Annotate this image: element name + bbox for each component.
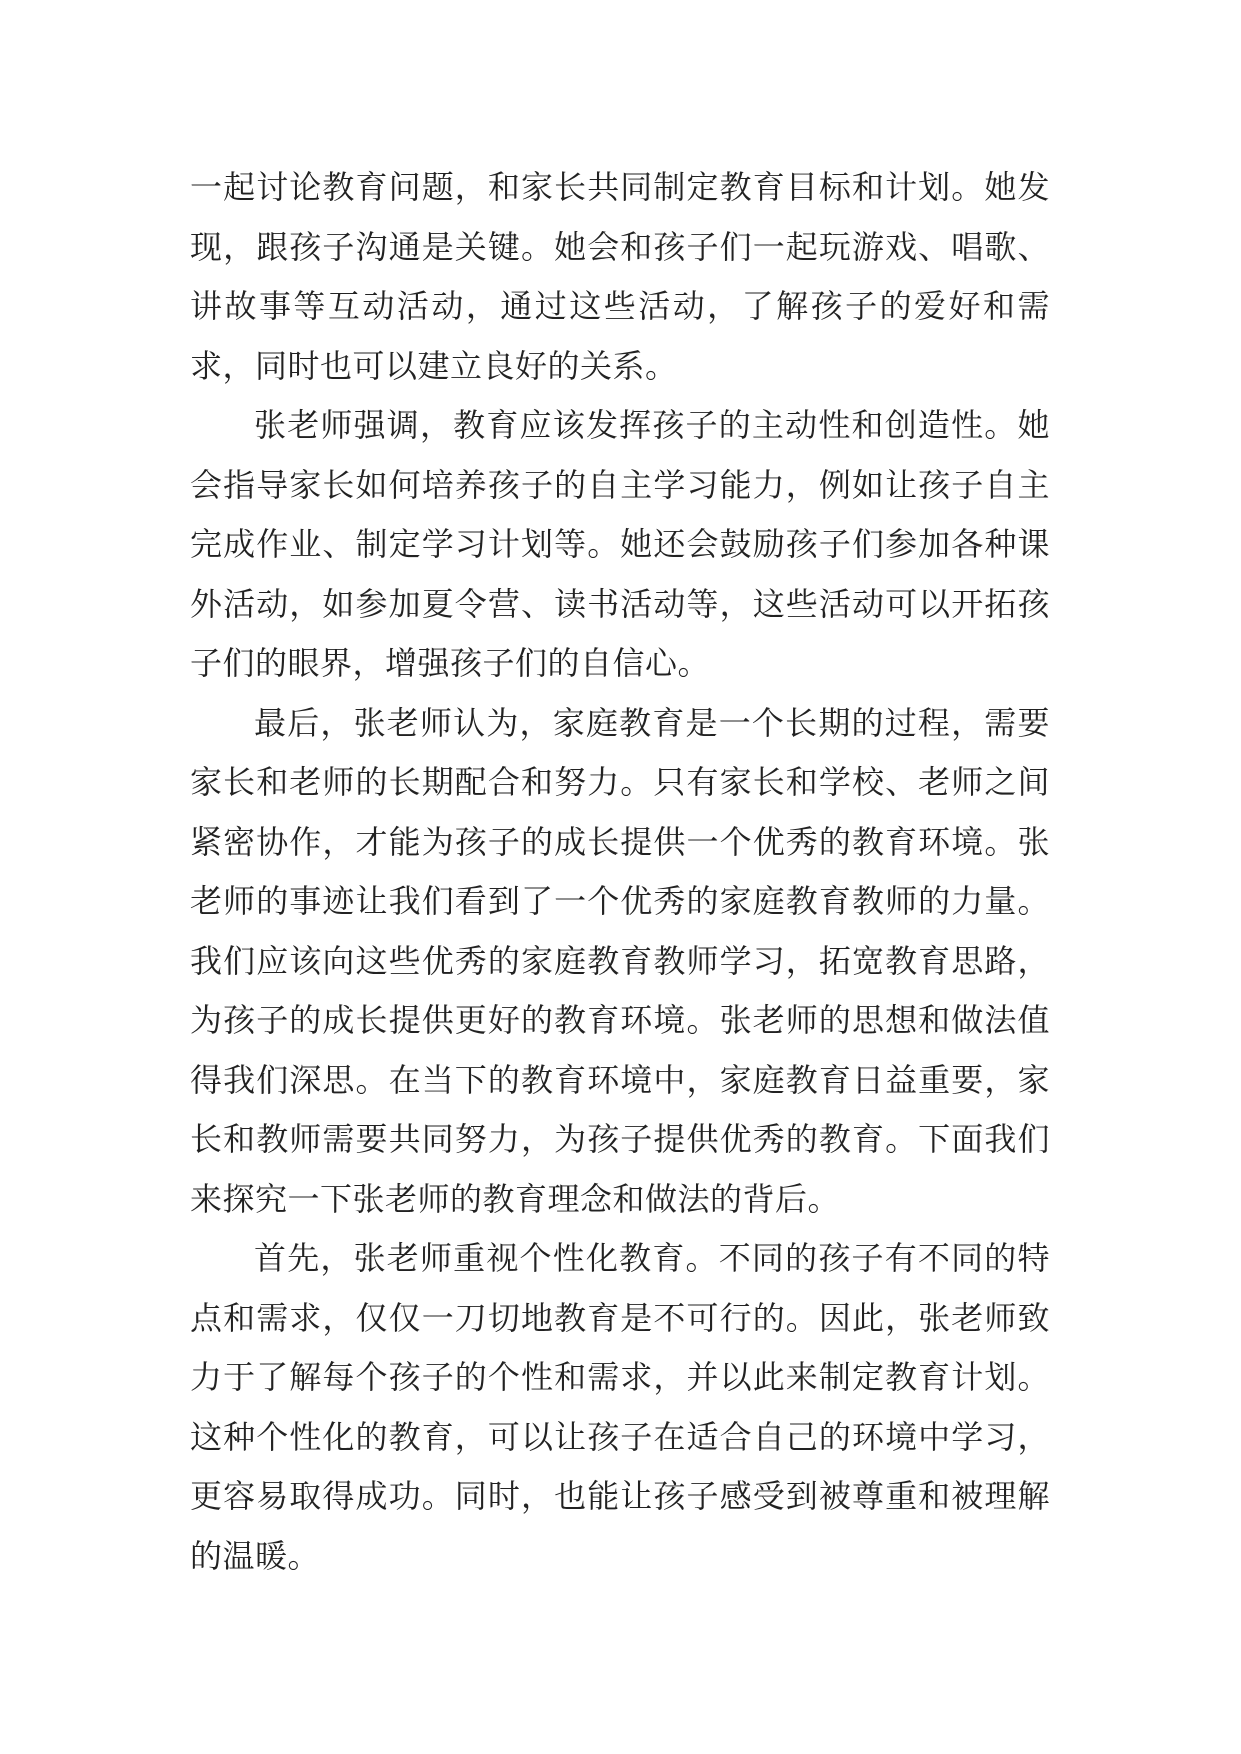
paragraph-2: 张老师强调，教育应该发挥孩子的主动性和创造性。她会指导家长如何培养孩子的自主学习能力，例如让孩子自主完成作业、制定学习计划等。她还会鼓励孩子们参加各种课外活动，如参加夏令营、读书活动等，这些活动可以开拓孩子们的眼界，增强孩子们的自信心。 bbox=[190, 406, 1050, 682]
paragraph-4: 首先，张老师重视个性化教育。不同的孩子有不同的特点和需求，仅仅一刀切地教育是不可行的。因此，张老师致力于了解每个孩子的个性和需求，并以此来制定教育计划。这种个性化的教育，可以让孩子在适合自己的环境中学习，更容易取得成功。同时，也能让孩子感受到被尊重和被理解的温暖。 bbox=[190, 1239, 1050, 1575]
paragraph-3: 最后，张老师认为，家庭教育是一个长期的过程，需要家长和老师的长期配合和努力。只有家长和学校、老师之间紧密协作，才能为孩子的成长提供一个优秀的教育环境。张老师的事迹让我们看到了一个优秀的家庭教育教师的力量。我们应该向这些优秀的家庭教育教师学习，拓宽教育思路，为孩子的成长提供更好的教育环境。张老师的思想和做法值得我们深思。在当下的教育环境中，家庭教育日益重要，家长和教师需要共同努力，为孩子提供优秀的教育。下面我们来探究一下张老师的教育理念和做法的背后。 bbox=[190, 703, 1050, 1218]
paragraph-1: 一起讨论教育问题，和家长共同制定教育目标和计划。她发现，跟孩子沟通是关键。她会和孩子们一起玩游戏、唱歌、讲故事等互动活动，通过这些活动，了解孩子的爱好和需求，同时也可以建立良好的关系。 bbox=[190, 168, 1050, 385]
document-body bbox=[190, 158, 1050, 1586]
